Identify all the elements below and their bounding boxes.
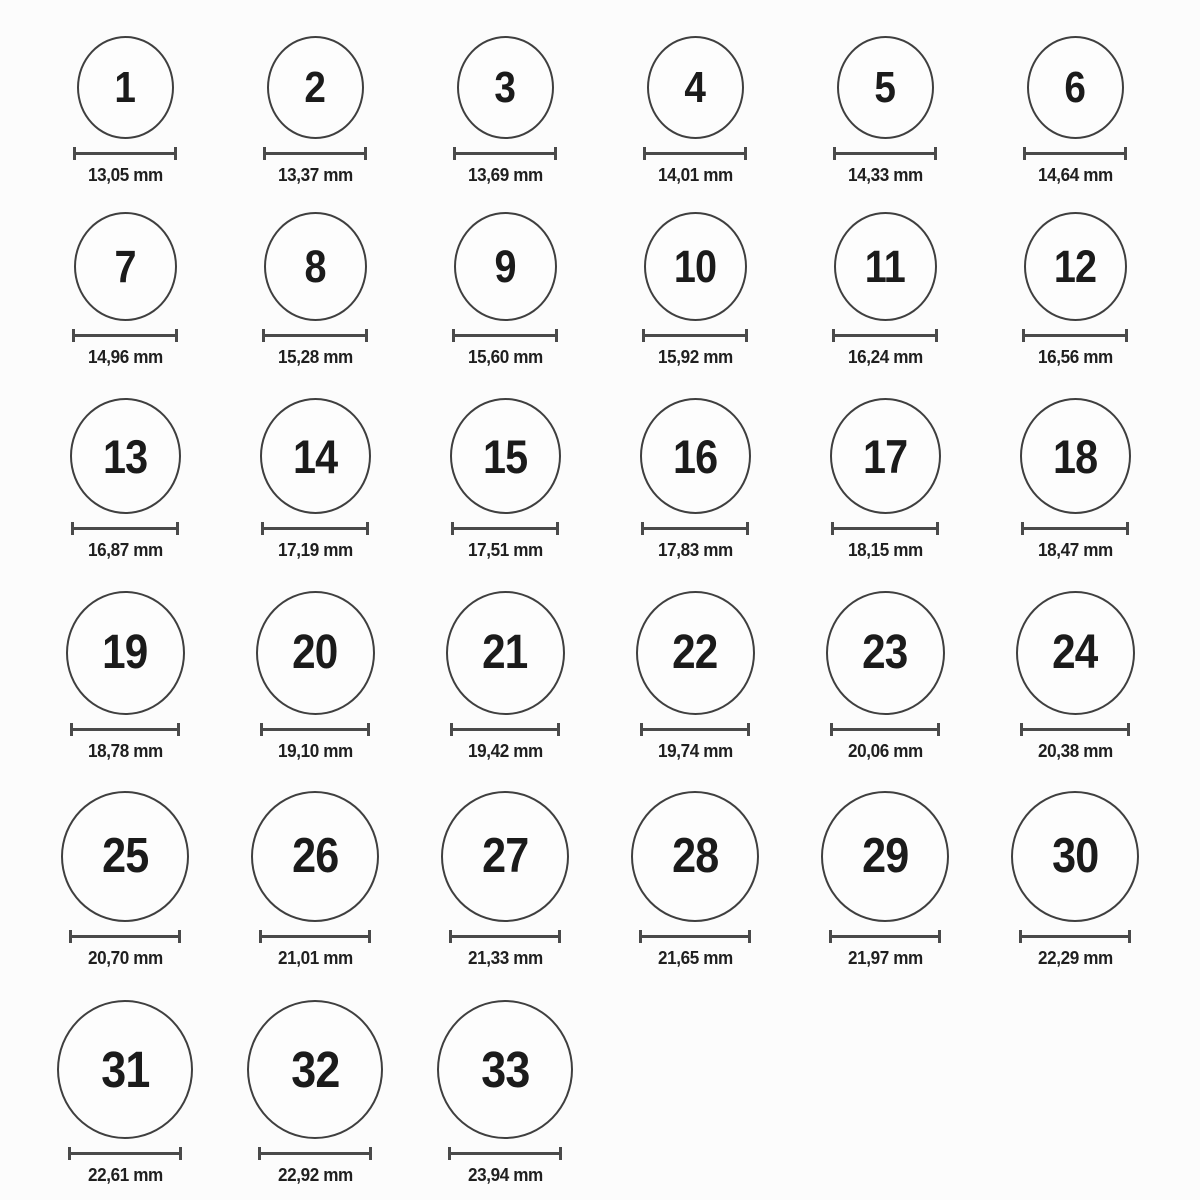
diameter-label: 21,97 mm: [847, 948, 923, 968]
size-number: 5: [874, 62, 896, 112]
ring-size-item: [30, 212, 220, 368]
diameter-dimension-line: [69, 930, 181, 943]
size-circle: [1024, 212, 1127, 321]
ring-size-item: [220, 212, 410, 368]
size-circle: [837, 36, 934, 139]
size-number: 10: [673, 241, 717, 292]
diameter-dimension-line: [72, 329, 178, 342]
size-number: 33: [480, 1041, 530, 1098]
diameter-dimension-line: [448, 1147, 562, 1160]
size-circle: [74, 212, 177, 321]
ring-size-item: [600, 398, 790, 561]
diameter-label: 13,37 mm: [277, 165, 353, 185]
diameter-dimension-line: [640, 723, 750, 736]
size-circle: [437, 1000, 573, 1139]
diameter-label: 19,10 mm: [277, 741, 353, 761]
size-number: 25: [101, 829, 149, 883]
ring-size-item: [410, 791, 600, 969]
size-circle: [454, 212, 557, 321]
diameter-dimension-line: [833, 147, 937, 160]
size-circle: [631, 791, 759, 922]
size-number: 19: [102, 626, 148, 679]
ring-size-item: [790, 36, 980, 186]
chart-row-5: [0, 791, 1200, 969]
ring-size-item: [980, 591, 1170, 762]
size-circle: [446, 591, 565, 715]
diameter-label: 18,15 mm: [847, 540, 923, 560]
diameter-label: 22,61 mm: [87, 1165, 163, 1185]
size-circle: [834, 212, 937, 321]
diameter-label: 17,83 mm: [657, 540, 733, 560]
ring-size-item: [30, 1000, 220, 1186]
ring-size-item: [220, 1000, 410, 1186]
diameter-dimension-line: [68, 1147, 182, 1160]
ring-size-item: [410, 591, 600, 762]
diameter-label: 22,29 mm: [1037, 948, 1113, 968]
ring-size-item: [600, 591, 790, 762]
diameter-label: 18,78 mm: [87, 741, 163, 761]
size-number: 26: [291, 829, 339, 883]
size-circle: [640, 398, 751, 514]
size-number: 20: [292, 626, 338, 679]
size-number: 12: [1053, 241, 1097, 292]
size-number: 31: [100, 1041, 150, 1098]
size-circle: [264, 212, 367, 321]
diameter-dimension-line: [641, 522, 749, 535]
size-number: 27: [481, 829, 529, 883]
ring-size-item: [980, 36, 1170, 186]
diameter-dimension-line: [453, 147, 557, 160]
diameter-dimension-line: [1022, 329, 1128, 342]
size-circle: [1020, 398, 1131, 514]
diameter-label: 17,51 mm: [467, 540, 543, 560]
diameter-dimension-line: [259, 930, 371, 943]
size-circle: [1016, 591, 1135, 715]
diameter-label: 20,38 mm: [1037, 741, 1113, 761]
size-number: 2: [304, 62, 326, 112]
size-circle: [826, 591, 945, 715]
size-circle: [1027, 36, 1124, 139]
diameter-label: 21,33 mm: [467, 948, 543, 968]
diameter-dimension-line: [1023, 147, 1127, 160]
ring-size-item: [220, 591, 410, 762]
diameter-dimension-line: [449, 930, 561, 943]
chart-row-6: [0, 1000, 1200, 1186]
ring-size-item: [410, 36, 600, 186]
chart-row-3: [0, 398, 1200, 561]
diameter-label: 19,74 mm: [657, 741, 733, 761]
ring-size-item: [980, 398, 1170, 561]
size-circle: [1011, 791, 1139, 922]
diameter-label: 20,70 mm: [87, 948, 163, 968]
diameter-dimension-line: [832, 329, 938, 342]
size-number: 22: [672, 626, 718, 679]
diameter-dimension-line: [73, 147, 177, 160]
size-number: 15: [482, 429, 528, 483]
diameter-dimension-line: [642, 329, 748, 342]
ring-size-item: [790, 591, 980, 762]
ring-size-item: [790, 398, 980, 561]
diameter-label: 22,92 mm: [277, 1165, 353, 1185]
size-circle: [636, 591, 755, 715]
diameter-dimension-line: [70, 723, 180, 736]
diameter-dimension-line: [258, 1147, 372, 1160]
diameter-label: 17,19 mm: [277, 540, 353, 560]
size-circle: [251, 791, 379, 922]
chart-row-2: [0, 212, 1200, 368]
size-circle: [644, 212, 747, 321]
size-number: 30: [1051, 829, 1099, 883]
size-number: 8: [304, 241, 326, 292]
size-circle: [267, 36, 364, 139]
diameter-dimension-line: [261, 522, 369, 535]
ring-size-item: [410, 398, 600, 561]
ring-size-item: [980, 212, 1170, 368]
diameter-label: 23,94 mm: [467, 1165, 543, 1185]
ring-size-item: [410, 212, 600, 368]
diameter-dimension-line: [263, 147, 367, 160]
size-number: 16: [672, 429, 718, 483]
diameter-dimension-line: [831, 522, 939, 535]
ring-size-item: [600, 36, 790, 186]
diameter-label: 14,96 mm: [87, 347, 163, 367]
size-number: 23: [862, 626, 908, 679]
ring-size-item: [30, 791, 220, 969]
size-circle: [61, 791, 189, 922]
diameter-label: 13,05 mm: [87, 165, 163, 185]
size-circle: [256, 591, 375, 715]
diameter-dimension-line: [643, 147, 747, 160]
diameter-label: 18,47 mm: [1037, 540, 1113, 560]
diameter-label: 16,56 mm: [1037, 347, 1113, 367]
ring-size-item: [600, 212, 790, 368]
size-number: 13: [102, 429, 148, 483]
diameter-label: 14,64 mm: [1037, 165, 1113, 185]
size-number: 18: [1052, 429, 1098, 483]
size-number: 7: [114, 241, 136, 292]
ring-size-item: [30, 36, 220, 186]
size-circle: [647, 36, 744, 139]
diameter-label: 16,87 mm: [87, 540, 163, 560]
size-number: 32: [290, 1041, 340, 1098]
diameter-dimension-line: [829, 930, 941, 943]
size-number: 9: [494, 241, 516, 292]
diameter-label: 20,06 mm: [847, 741, 923, 761]
diameter-dimension-line: [262, 329, 368, 342]
ring-size-item: [30, 398, 220, 561]
ring-size-item: [790, 212, 980, 368]
size-number: 24: [1052, 626, 1098, 679]
diameter-label: 14,33 mm: [847, 165, 923, 185]
ring-size-item: [980, 791, 1170, 969]
ring-size-item: [410, 1000, 600, 1186]
size-circle: [830, 398, 941, 514]
size-circle: [450, 398, 561, 514]
diameter-label: 16,24 mm: [847, 347, 923, 367]
diameter-dimension-line: [1020, 723, 1130, 736]
diameter-label: 15,60 mm: [467, 347, 543, 367]
size-circle: [821, 791, 949, 922]
diameter-dimension-line: [1019, 930, 1131, 943]
size-number: 14: [292, 429, 338, 483]
size-number: 1: [114, 62, 136, 112]
diameter-label: 21,01 mm: [277, 948, 353, 968]
size-circle: [441, 791, 569, 922]
size-circle: [66, 591, 185, 715]
ring-size-item: [220, 398, 410, 561]
diameter-dimension-line: [830, 723, 940, 736]
size-number: 11: [864, 241, 906, 292]
diameter-label: 13,69 mm: [467, 165, 543, 185]
size-number: 17: [862, 429, 908, 483]
diameter-dimension-line: [452, 329, 558, 342]
size-number: 28: [671, 829, 719, 883]
diameter-dimension-line: [260, 723, 370, 736]
size-number: 29: [861, 829, 909, 883]
size-circle: [457, 36, 554, 139]
size-circle: [57, 1000, 193, 1139]
ring-size-item: [220, 791, 410, 969]
diameter-dimension-line: [450, 723, 560, 736]
size-number: 4: [684, 62, 706, 112]
diameter-label: 15,92 mm: [657, 347, 733, 367]
size-number: 6: [1064, 62, 1086, 112]
size-number: 21: [482, 626, 528, 679]
size-circle: [260, 398, 371, 514]
ring-size-item: [790, 791, 980, 969]
size-circle: [70, 398, 181, 514]
diameter-dimension-line: [1021, 522, 1129, 535]
diameter-dimension-line: [639, 930, 751, 943]
chart-row-4: [0, 591, 1200, 762]
ring-size-item: [220, 36, 410, 186]
chart-row-1: [0, 36, 1200, 186]
diameter-label: 21,65 mm: [657, 948, 733, 968]
size-circle: [247, 1000, 383, 1139]
ring-size-item: [600, 791, 790, 969]
diameter-label: 15,28 mm: [277, 347, 353, 367]
diameter-label: 14,01 mm: [657, 165, 733, 185]
diameter-dimension-line: [451, 522, 559, 535]
diameter-dimension-line: [71, 522, 179, 535]
diameter-label: 19,42 mm: [467, 741, 543, 761]
size-circle: [77, 36, 174, 139]
size-number: 3: [494, 62, 516, 112]
ring-size-item: [30, 591, 220, 762]
